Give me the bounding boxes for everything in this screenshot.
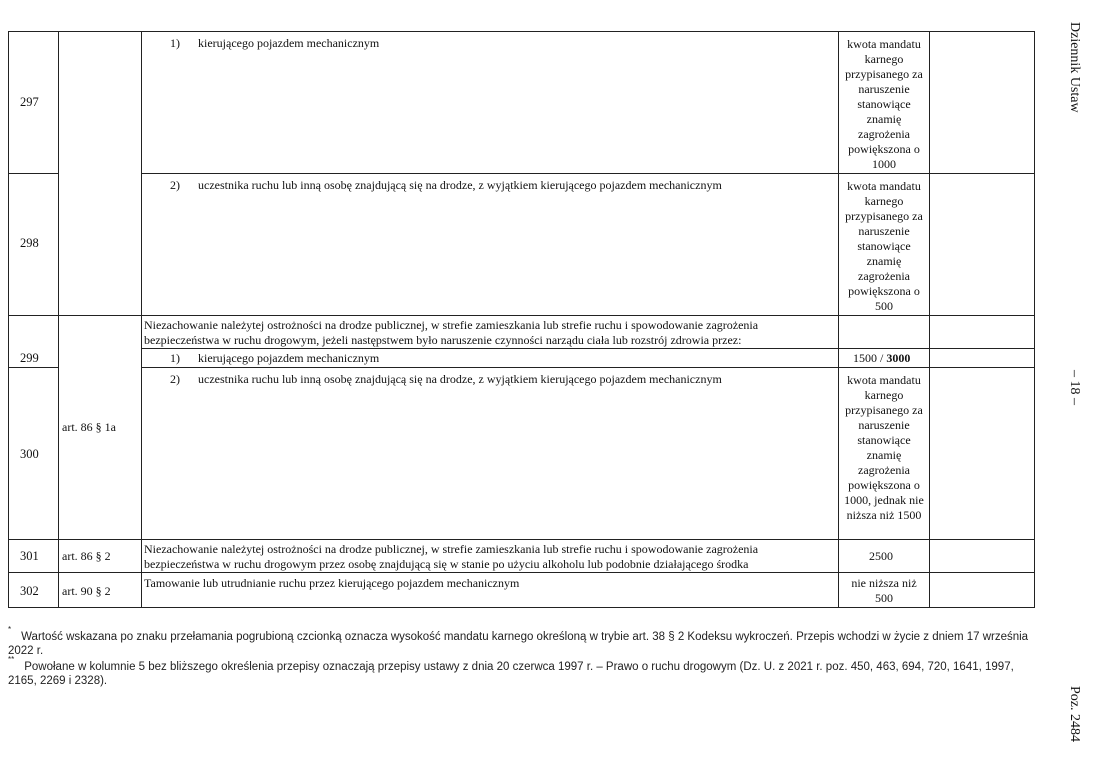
row-divider xyxy=(8,31,1035,32)
footnote xyxy=(8,626,1038,658)
offense-description: uczestnika ruchu lub inną osobę znajdującą się na drodze, z wyjątkiem kierującego pojazdem mechanicznym xyxy=(198,178,722,192)
row-divider xyxy=(8,367,59,368)
fine-amount-bold: 3000 xyxy=(886,351,911,365)
column-divider xyxy=(58,31,59,608)
row-divider xyxy=(8,173,59,174)
row-divider xyxy=(8,572,1035,573)
footnote-marker: ** xyxy=(8,655,15,664)
fine-amount: kwota mandatu karnego przypisanego za naruszenie stanowiące znamię zagrożenia powiększona o 1000 xyxy=(845,37,923,171)
fine-amount-base: 1500 / xyxy=(853,351,887,365)
offense-description: bezpieczeństwa w ruchu drogowym przez osobę znajdującą się w stanie po użyciu alkoholu lub podobnie działającego środka xyxy=(144,557,749,571)
page-number: – 18 – xyxy=(1067,370,1082,405)
row-number: 302 xyxy=(20,584,39,598)
footnote-text: Powołane w kolumnie 5 bez bliższego określenia przepisy oznaczają przepisy ustawy z dnia 20 czerwca 1997 r. – Prawo o ruchu drogowym (Dz. U. z 2021 r. poz. 450, 463, 694, 720, 1641, 1997, 2165, 2269 i 2328). xyxy=(8,660,1014,687)
offense-description: kierującego pojazdem mechanicznym xyxy=(198,351,380,365)
row-number: 300 xyxy=(20,447,39,461)
offense-description: Niezachowanie należytej ostrożności na drodze publicznej, w strefie zamieszkania lub strefie ruchu i spowodowanie zagrożenia xyxy=(144,542,759,556)
footnote-text: Wartość wskazana po znaku przełamania pogrubioną czcionką oznacza wysokość mandatu karnego określoną w trybie art. 38 § 2 Kodeksu wykroczeń. Przepis wchodzi w życie z dniem 17 września 2022 r. xyxy=(8,630,1029,657)
column-divider xyxy=(838,31,839,608)
footnote xyxy=(8,656,1038,688)
row-divider xyxy=(8,539,1035,540)
row-divider xyxy=(141,348,1035,349)
fine-amount: kwota mandatu karnego przypisanego za naruszenie stanowiące znamię zagrożenia powiększona o 500 xyxy=(845,179,923,313)
row-number: 299 xyxy=(20,351,39,365)
item-number: 2) xyxy=(170,178,180,192)
row-divider xyxy=(8,607,1035,608)
fine-amount: kwota mandatu karnego przypisanego za naruszenie stanowiące znamię zagrożenia powiększona o 1000, jednak nie niższa niż 1500 xyxy=(844,373,924,522)
footnote-marker: * xyxy=(8,625,12,634)
journal-title: Dziennik Ustaw xyxy=(1067,22,1082,113)
offense-description: bezpieczeństwa w ruchu drogowym, jeżeli następstwem było naruszenie czynności narządu ciała lub rozstrój zdrowia przez: xyxy=(144,333,742,347)
offense-description: Niezachowanie należytej ostrożności na drodze publicznej, w strefie zamieszkania lub strefie ruchu i spowodowanie zagrożenia xyxy=(144,318,759,332)
item-number: 1) xyxy=(170,36,180,50)
fine-amount: nie niższa niż 500 xyxy=(851,576,917,605)
column-divider xyxy=(141,31,142,608)
article-reference: art. 90 § 2 xyxy=(62,584,111,598)
item-number: 1) xyxy=(170,351,180,365)
table-border-left xyxy=(8,31,9,608)
row-number: 298 xyxy=(20,236,39,250)
offense-description: kierującego pojazdem mechanicznym xyxy=(198,36,380,50)
row-number: 301 xyxy=(20,549,39,563)
column-divider xyxy=(929,31,930,608)
row-divider xyxy=(141,173,1035,174)
fine-amount: 2500 xyxy=(869,549,893,563)
position-number: Poz. 2484 xyxy=(1067,686,1082,742)
fine-amount xyxy=(853,351,910,366)
row-number: 297 xyxy=(20,95,39,109)
article-reference: art. 86 § 2 xyxy=(62,549,111,563)
item-number: 2) xyxy=(170,372,180,386)
row-divider xyxy=(8,315,1035,316)
table-border-right xyxy=(1034,31,1035,608)
offense-description: uczestnika ruchu lub inną osobę znajdującą się na drodze, z wyjątkiem kierującego pojazdem mechanicznym xyxy=(198,372,722,386)
offense-description: Tamowanie lub utrudnianie ruchu przez kierującego pojazdem mechanicznym xyxy=(144,576,520,590)
article-reference: art. 86 § 1a xyxy=(62,420,116,434)
row-divider xyxy=(141,367,1035,368)
